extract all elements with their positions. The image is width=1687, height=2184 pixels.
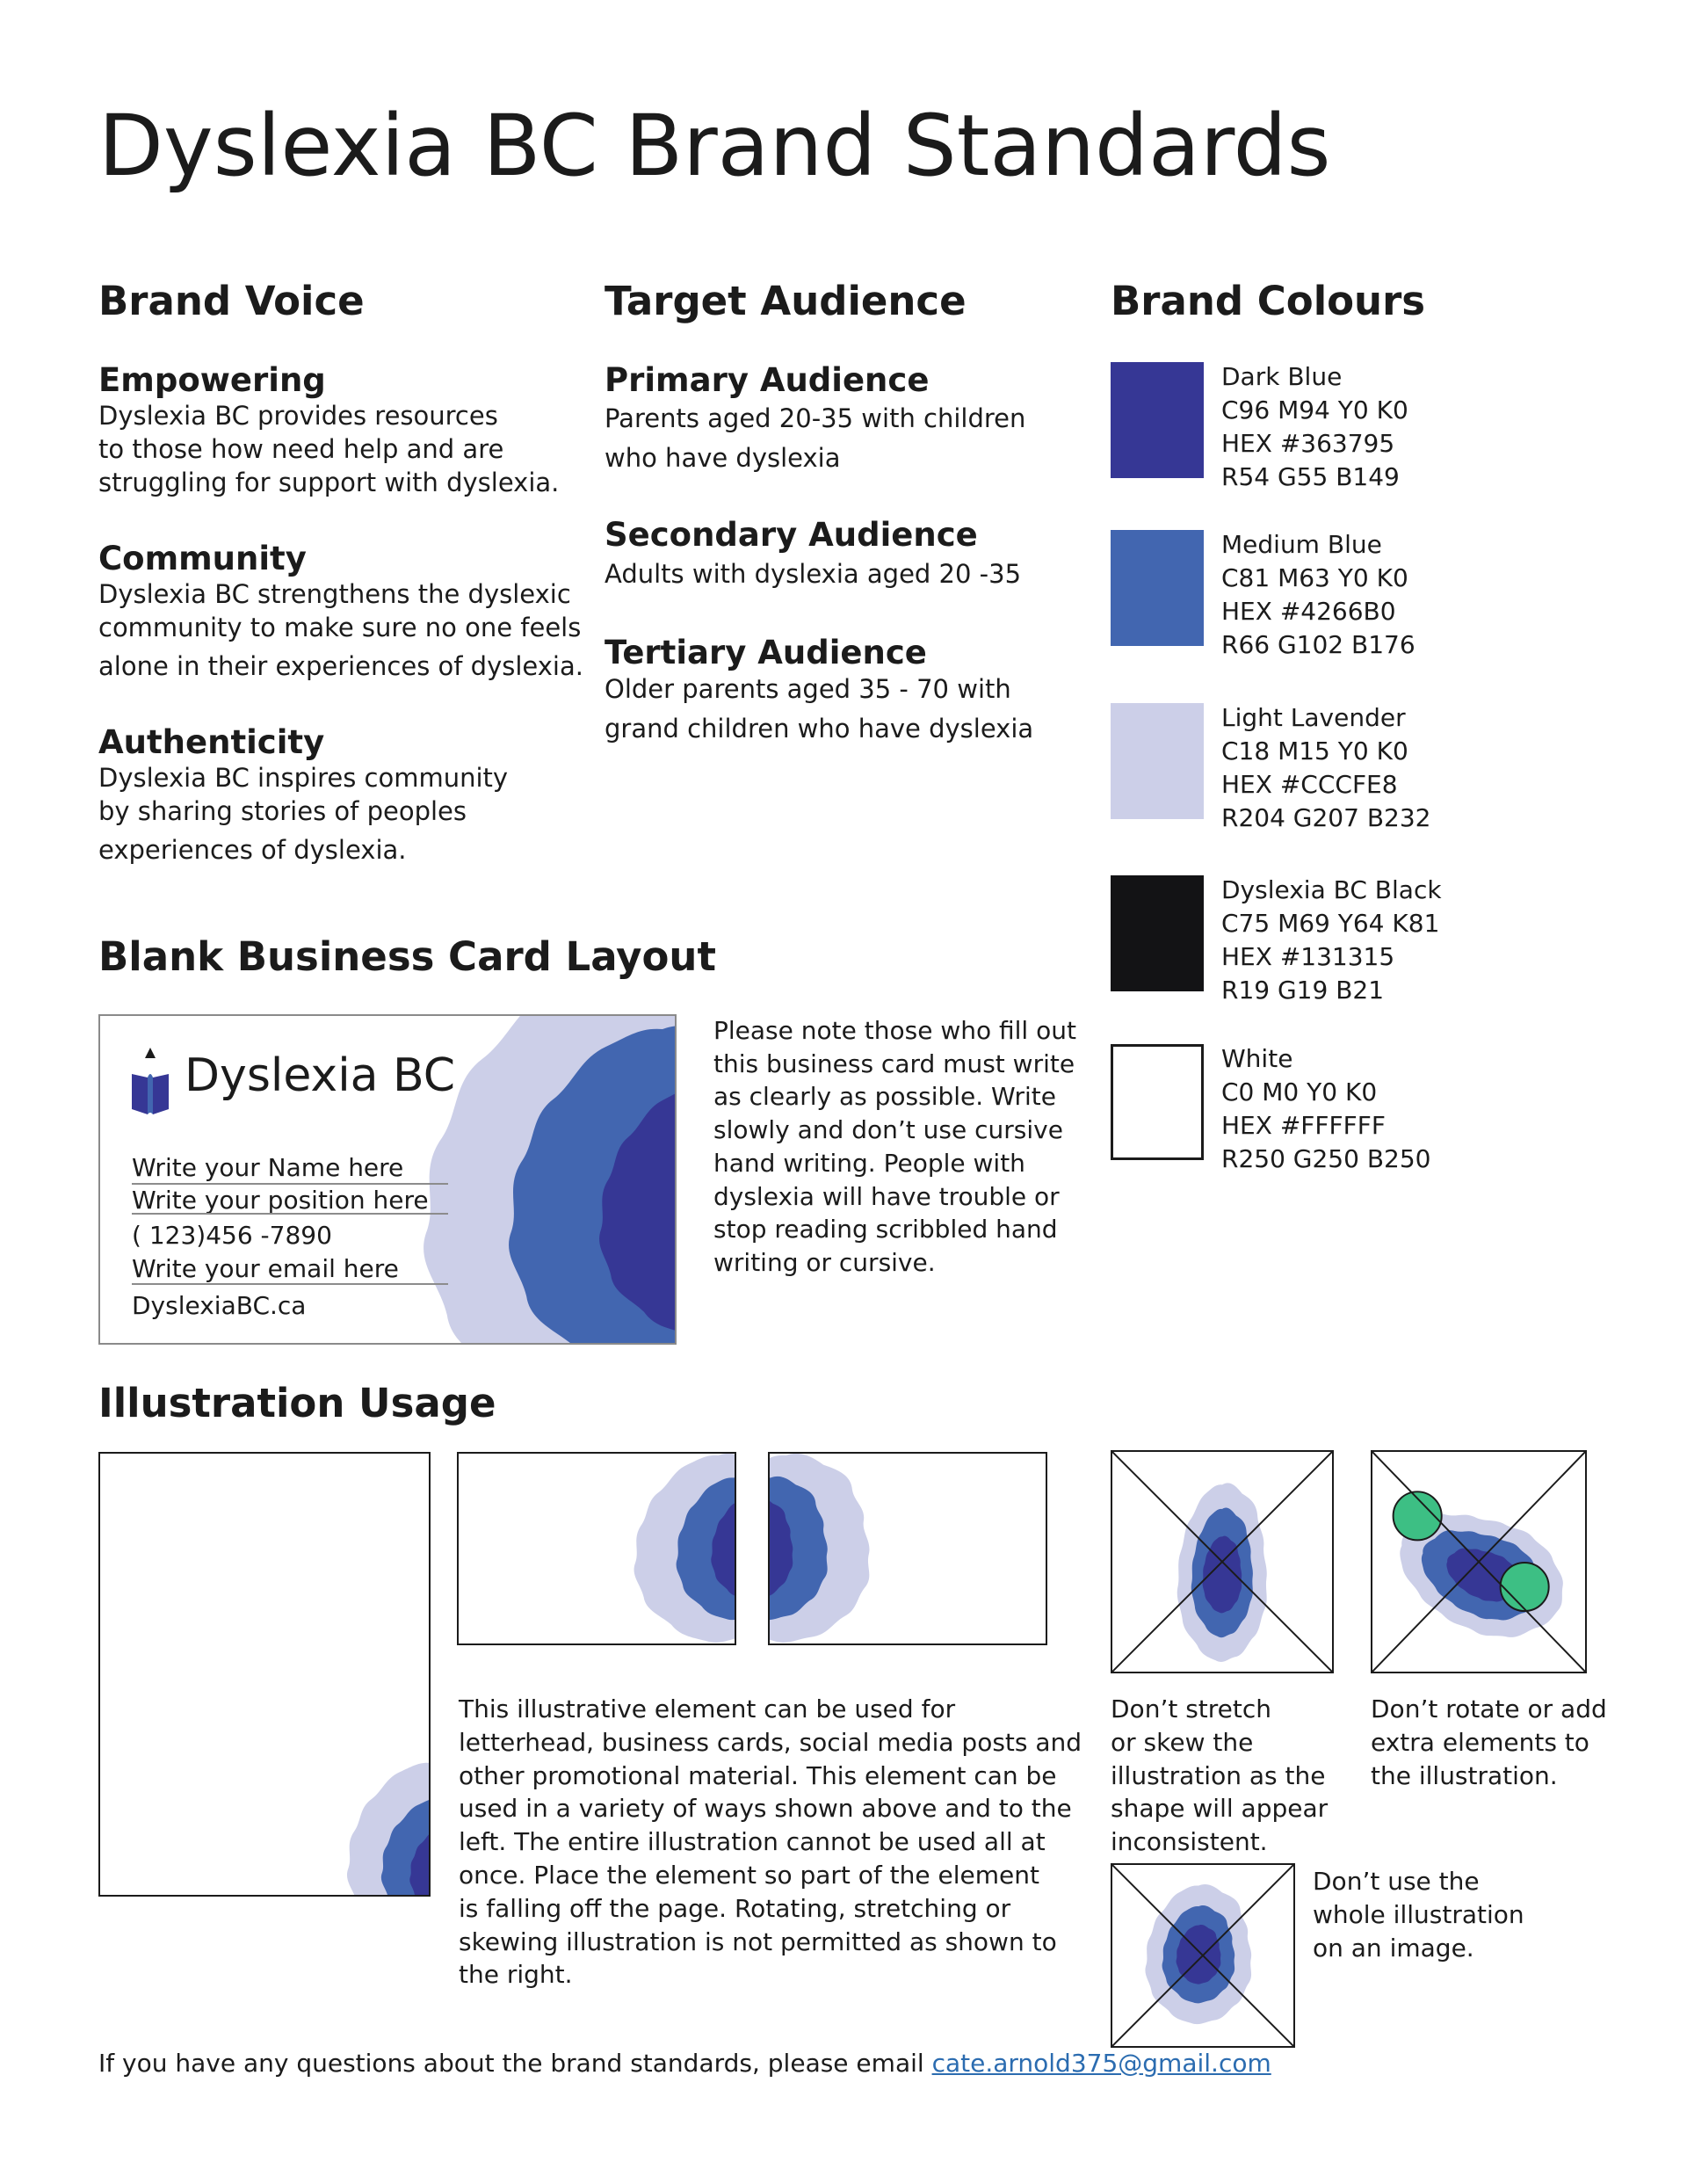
card-divider [132,1283,448,1285]
dont-use-whole-example [1111,1863,1295,2048]
illustration-usage-heading: Illustration Usage [98,1380,496,1426]
authenticity-text: Dyslexia BC inspires community by sharing stories of peoples experiences of dyslexia. [98,763,509,865]
swatch-white [1111,1044,1204,1160]
card-website-field: DyslexiaBC.ca [132,1291,307,1320]
empowering-text: Dyslexia BC provides resources to those how need help and are struggling for support with dyslexia. [98,401,560,497]
corner-illustration [100,1454,429,1895]
edge-illustration-left [770,1454,1046,1643]
stretched-illustration [1112,1452,1332,1672]
community-text: Dyslexia BC strengthens the dyslexic community to make sure no one feels alone in their experiences of dyslexia. [98,579,583,681]
extra-circle-icon [1501,1563,1549,1611]
colour-spec-dyslexia-bc-black: Dyslexia BC Black C75 M69 Y64 K81 HEX #131315 R19 G19 B21 [1221,875,1442,1005]
primary-audience-title: Primary Audience [605,361,930,399]
dont-stretch-example [1111,1450,1334,1673]
tertiary-audience-text: Older parents aged 35 - 70 with grand children who have dyslexia [605,674,1034,744]
landscape-usage-example-right [457,1452,736,1645]
illustration-usage-description: This illustrative element can be used for letterhead, business cards, social media posts and other promotional material. This element can be used in a variety of ways shown above and to the left. The entire illustration cannot be used all at once. Place the element so part of the element is falling off the page. Rotating, stretching or skewing illustration is not permitted as shown to the right. [459,1694,1082,1990]
primary-audience-text: Parents aged 20-35 with children who have dyslexia [605,403,1026,473]
book-logo-icon [132,1048,169,1114]
swatch-dark-blue [1111,362,1204,478]
swatch-dyslexia-bc-black [1111,875,1204,991]
whole-illustration [1112,1865,1293,2046]
business-card-heading: Blank Business Card Layout [98,933,716,980]
card-phone-field: ( 123)456 -7890 [132,1221,332,1250]
business-card [98,1014,677,1345]
authenticity-title: Authenticity [98,723,325,761]
brand-colours-heading: Brand Colours [1111,278,1426,324]
card-name-field: Write your Name here [132,1153,404,1182]
business-card-note: Please note those who fill out this business card must write as clearly as possible. Write slowly and don’t use cursive hand writing. People with dyslexia will have trouble or stop reading scribbled hand writing or cursive. [713,1016,1076,1277]
card-logo-text: Dyslexia BC [185,1049,456,1102]
colour-spec-white: White C0 M0 Y0 K0 HEX #FFFFFF R250 G250 B250 [1221,1044,1431,1173]
landscape-usage-example-left [768,1452,1047,1645]
dont-stretch-caption: Don’t stretch or skew the illustration as the shape will appear inconsistent. [1111,1694,1329,1857]
dont-rotate-example [1371,1450,1587,1673]
rotated-illustration [1372,1452,1585,1672]
footer-text: If you have any questions about the brand standards, please email [98,2049,932,2078]
colour-spec-medium-blue: Medium Blue C81 M63 Y0 K0 HEX #4266B0 R66 G102 B176 [1221,530,1415,659]
empowering-title: Empowering [98,361,326,399]
page-title: Dyslexia BC Brand Standards [98,97,1331,195]
colour-spec-light-lavender: Light Lavender C18 M15 Y0 K0 HEX #CCCFE8 R204 G207 B232 [1221,703,1431,832]
secondary-audience-title: Secondary Audience [605,516,978,554]
colour-spec-dark-blue: Dark Blue C96 M94 Y0 K0 HEX #363795 R54 G55 B149 [1221,362,1408,491]
brand-voice-heading: Brand Voice [98,278,365,324]
portrait-usage-example [98,1452,431,1897]
dont-rotate-caption: Don’t rotate or add extra elements to the illustration. [1371,1694,1607,1790]
swatch-medium-blue [1111,530,1204,646]
dont-use-whole-caption: Don’t use the whole illustration on an image. [1313,1867,1524,1963]
card-email-field: Write your email here [132,1254,399,1283]
edge-illustration-right [459,1454,735,1643]
card-position-field: Write your position here [132,1186,429,1215]
contact-email-link[interactable]: cate.arnold375@gmail.com [931,2049,1271,2078]
target-audience-heading: Target Audience [605,278,967,324]
card-divider [132,1213,448,1215]
community-title: Community [98,540,307,577]
card-divider [132,1183,448,1185]
tertiary-audience-title: Tertiary Audience [605,634,927,671]
footer-contact [98,2047,1271,2080]
swatch-light-lavender [1111,703,1204,819]
secondary-audience-text: Adults with dyslexia aged 20 -35 [605,559,1022,589]
